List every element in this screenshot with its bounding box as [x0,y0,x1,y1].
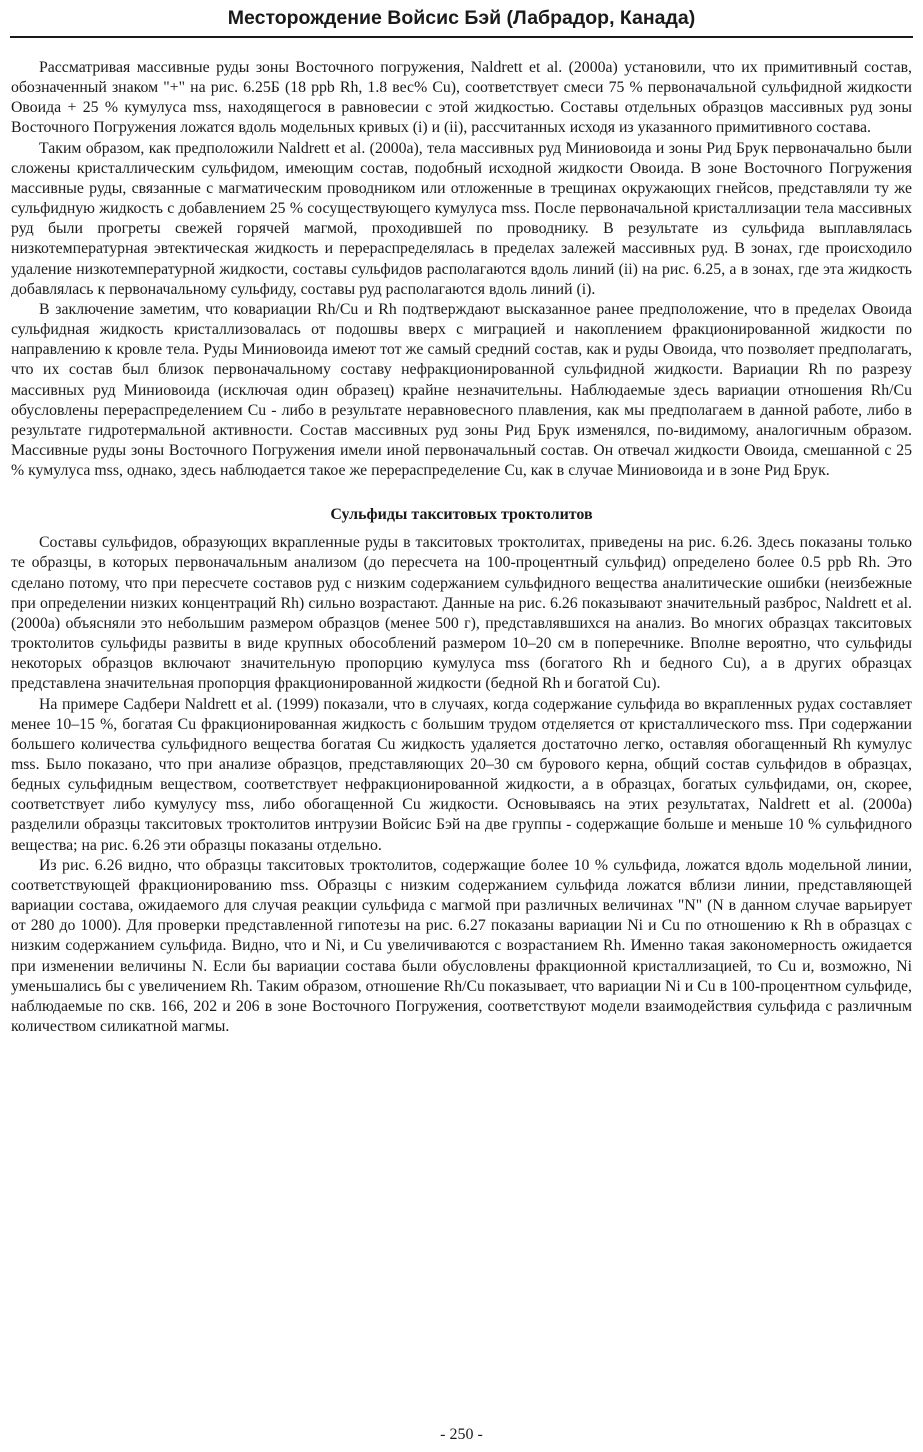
page-body [11,58,912,1037]
running-header [10,0,913,38]
paragraph: В заключение заметим, что ковариации Rh/Cu и Rh подтверждают высказанное ранее предположение, что в пределах Овоида сульфидная жидкость кристаллизовалась от подошвы вверх с миграцией и накоплением фракционированной жидкости по направлению к кровле тела. Руды Миниовоида имеют тот же самый средний состав, как и руды Овоида, что позволяет предполагать, что их состав был близок первоначальному составу нефракционированной сульфидной жидкости. Вариации Rh по разрезу массивных руд Миниовоида (исключая один образец) крайне незначительны. Наблюдаемые здесь вариации отношения Rh/Cu обусловлены перераспределением Cu - либо в результате неравновесного плавления, как мы предполагаем в данной работе, либо в результате гидротермальной активности. Состав массивных руд зоны Рид Брук изменялся, по-видимому, аналогичным образом. Массивные руды зоны Восточного Погружения имели иной первоначальный состав. Он отвечал жидкости Овоида, смешанной с 25 % кумулуса mss, однако, здесь наблюдается такое же перераспределение Cu, как в случае Миниовоида и в зоне Рид Брук. [11,300,912,480]
paragraph: Рассматривая массивные руды зоны Восточного погружения, Naldrett et al. (2000а) установили, что их примитивный состав, обозначенный знаком "+" на рис. 6.25Б (18 ppb Rh, 1.8 вес% Cu), соответствует смеси 75 % первоначальной сульфидной жидкости Овоида + 25 % кумулуса mss, находящегося в равновесии с этой жидкостью. Составы отдельных образцов массивных руд зоны Восточного Погружения ложатся вдоль модельных кривых (i) и (ii), рассчитанных исходя из указанного примитивного состава. [11,59,912,137]
section-heading: Сульфиды такситовых троктолитов [330,506,593,524]
paragraph: Таким образом, как предположили Naldrett et al. (2000а), тела массивных руд Миниовоида и зоны Рид Брук первоначально были сложены кристаллическим сульфидом, имеющим состав, подобный исходной жидкости Овоида. В зоне Восточного Погружения массивные руды, связанные с магматическим проводником или отложенные в трещинах окружающих гнейсов, представляли ту же сульфидную жидкость с добавлением 25 % сосуществующего кумулуса mss. После первоначальной кристаллизации тела массивных руд были прогреты свежей горячей магмой, проходившей по проводнику. В результате из сульфида выплавлялась низкотемпературная эвтектическая жидкость и перераспределялась в пределах залежей массивных руд. В зонах, где происходило удаление низкотемпературной жидкости, составы сульфидов располагаются вдоль линий (ii) на рис. 6.25, а в зонах, где эта жидкость добавлялась к первоначальному сульфиду, составы руд располагаются вдоль линий (i). [11,139,912,298]
paragraph: Из рис. 6.26 видно, что образцы такситовых троктолитов, содержащие более 10 % сульфида, ложатся вдоль модельной линии, соответствующей фракционированию mss. Образцы с низким содержанием сульфида ложатся вблизи линии, представляющей вариации состава, ожидаемого для случая реакции сульфида с магмой при различных величинах "N" (N в данном случае варьирует от 280 до 1000). Для проверки представленной гипотезы на рис. 6.27 показаны вариации Ni и Cu по отношению к Rh в образцах с низким содержанием сульфида. Видно, что и Ni, и Cu увеличиваются с возрастанием Rh. Именно такая закономерность ожидается при изменении величины N. Если бы вариации состава были обусловлены фракционной кристаллизацией, то Cu и, возможно, Ni уменьшались бы с увеличением Rh. Таким образом, отношение Rh/Cu показывает, что вариации Ni и Cu в 100-процентном сульфиде, наблюдаемые по скв. 166, 202 и 206 в зоне Восточного Погружения, соответствуют модели взаимодействия сульфида с различным количеством силикатной магмы. [11,856,912,1036]
paragraph: На примере Садбери Naldrett et al. (1999) показали, что в случаях, когда содержание сульфида во вкрапленных рудах составляет менее 10–15 %, богатая Cu фракционированная жидкость с большим трудом отделяется от кристаллического mss. При содержании большего количества сульфидного вещества богатая Cu жидкость удаляется достаточно легко, оставляя обогащенный Rh кумулус mss. Было показано, что при анализе образцов, представляющих 20–30 см бурового керна, общий состав сульфидов в образцах, бедных сульфидным веществом, соответствует нефракционированной жидкости, а в образцах, богатых сульфидами, он, скорее, соответствует либо кумулусу mss, либо обогащенной Cu жидкости. Основываясь на этих результатах, Naldrett et al. (2000а) разделили образцы такситовых троктолитов интрузии Войсис Бэй на две группы - содержащие больше и меньше 10 % сульфидного вещества; на рис. 6.26 эти образцы показаны отдельно. [11,695,912,854]
header-title: Месторождение Войсис Бэй (Лабрадор, Канада) [227,7,696,29]
page-number: - 250 - [440,1426,483,1443]
paragraph: Составы сульфидов, образующих вкрапленные руды в такситовых троктолитах, приведены на рис. 6.26. Здесь показаны только те образцы, в которых первоначальным анализом (до пересчета на 100-процентный сульфид) определено более 0.5 ppb Rh. Это сделано потому, что при пересчете составов руд с низким содержанием сульфидного вещества аналитические ошибки (неизбежные при определении низких концентраций Rh) сильно возрастают. Данные на рис. 6.26 показывают значительный разброс, Naldrett et al. (2000а) объясняли это небольшим размером образцов (менее 500 г), представлявшихся на анализ. Во многих образцах такситовых троктолитов сульфиды развиты в виде крупных обособлений размером 10–20 см в поперечнике. Вполне вероятно, что сульфиды некоторых образцов включают значительную пропорцию кумулуса mss (богатого Rh и бедного Cu), а в других образцах представлена значительная пропорция фракционированной жидкости (бедной Rh и богатой Cu). [11,534,912,693]
